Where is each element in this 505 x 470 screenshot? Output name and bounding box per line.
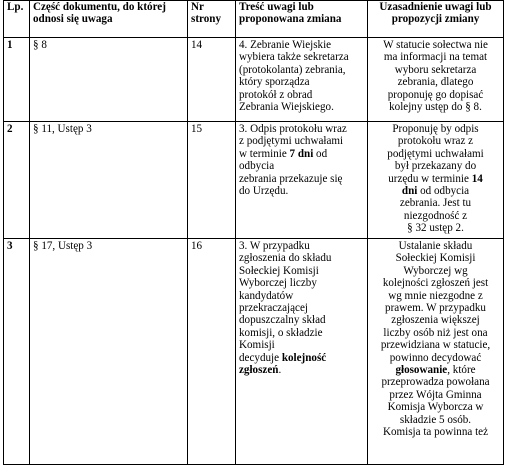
row-number: 1 <box>4 38 30 122</box>
header-page: Nr strony <box>188 1 236 38</box>
text-line: przekraczającej <box>239 302 308 315</box>
text-line: zgłoszenia większej <box>391 314 480 327</box>
text-line <box>239 364 364 376</box>
justification <box>368 38 504 122</box>
text-line: proponuję go dopisać <box>387 88 484 101</box>
text-line: Sołeckiej Komisji <box>239 264 319 277</box>
text-fragment: od odbycia <box>417 185 470 198</box>
header-lp: Lp. <box>4 1 30 38</box>
document-part: § 11, Ustęp 3 <box>30 122 188 239</box>
text-line: przez Wójta Gminna <box>389 388 482 401</box>
text-line: zebrania. Jest tu <box>399 197 472 210</box>
text-fragment: urzędu w terminie <box>388 172 472 185</box>
text-line: zgłoszenia do składu <box>239 252 332 265</box>
text-line: z podjętymi uchwałami <box>239 135 344 148</box>
proposed-change <box>236 122 368 239</box>
bold-fragment: kolejność <box>281 351 327 364</box>
table-row <box>4 122 504 239</box>
text-line: W statucie sołectwa nie <box>383 39 488 51</box>
text-line: zebrania, dlatego <box>397 76 474 89</box>
text-line: Wyborczej wg <box>403 264 468 277</box>
text-line: Ustalanie składu <box>398 240 473 252</box>
text-line: Proponuję by odpis <box>392 123 479 135</box>
text-line: do Urzędu. <box>239 185 289 198</box>
text-line: podjętymi uchwałami <box>387 147 484 160</box>
row-number: 2 <box>4 122 30 239</box>
text-line: przeprowadza powołana <box>381 376 490 389</box>
bold-fragment: 14 <box>471 172 483 185</box>
text-line: odbycia <box>239 160 275 173</box>
text-line: 3. Odpis protokołu wraz <box>239 123 347 135</box>
text-line <box>239 148 364 160</box>
header-part: Część dokumentu, do której odnosi się uwaga <box>30 1 188 38</box>
text-line: wyboru sekretarza <box>394 63 477 76</box>
text-line: protokół z obrad <box>239 88 313 101</box>
bold-fragment: 7 dni <box>289 147 314 160</box>
text-line: Komisja ta powinna też <box>382 426 489 439</box>
bold-fragment: zgłoszeń <box>239 364 279 377</box>
text-line <box>374 185 497 197</box>
text-line <box>374 364 497 376</box>
text-line: ma informacji na temat <box>383 51 488 64</box>
text-line: liczby osób niż jest ona <box>383 326 488 339</box>
text-fragment: . <box>278 364 282 377</box>
text-line: (protokolanta) zebrania, <box>239 63 346 76</box>
document-part: § 17, Ustęp 3 <box>30 239 188 465</box>
text-line <box>374 173 497 185</box>
text-line: wg mnie niezgodne z <box>388 289 483 302</box>
table-row <box>4 239 504 465</box>
text-line: Komisja Wyborcza w <box>387 401 484 414</box>
text-fragment: decyduje <box>239 351 282 364</box>
row-number: 3 <box>4 239 30 465</box>
text-line: Komisji <box>239 339 275 352</box>
text-line: 4. Zebranie Wiejskie <box>239 39 332 51</box>
text-fragment: , które <box>447 364 476 377</box>
bold-fragment: głosowanie <box>395 364 448 377</box>
justification <box>368 239 504 465</box>
text-line: niezgodność z <box>403 209 468 222</box>
text-line: Wyborczej liczby <box>239 277 317 290</box>
text-line <box>239 352 364 364</box>
proposed-change <box>236 239 368 465</box>
text-line: kolejny ustęp do § 8. <box>389 101 482 114</box>
text-line: zebrania przekazuje się <box>239 172 343 185</box>
header-justification: Uzasadnienie uwagi lub propozycji zmiany <box>368 1 504 38</box>
text-fragment: w terminie <box>239 147 290 160</box>
text-line: powinno decydować <box>389 351 482 364</box>
proposed-change <box>236 38 368 122</box>
text-line: składzie 5 osób. <box>399 413 472 426</box>
header-row <box>4 1 504 38</box>
comments-table <box>3 0 504 465</box>
header-text: Treść uwagi lub proponowana zmiana <box>236 1 368 38</box>
text-line: 3. W przypadku <box>239 240 310 252</box>
text-line: Sołeckiej Komisji <box>395 252 476 265</box>
table-row <box>4 38 504 122</box>
justification <box>368 122 504 239</box>
text-line: był przekazany do <box>394 160 477 173</box>
page-number: 15 <box>188 122 236 239</box>
document-part: § 8 <box>30 38 188 122</box>
text-line: kolejności zgłoszeń jest <box>382 277 489 290</box>
text-line: protokołu wraz z <box>397 135 474 148</box>
text-line: przewidziana w statucie, <box>380 339 491 352</box>
text-line: Zebrania Wiejskiego. <box>239 101 334 114</box>
bold-fragment: dni <box>401 185 418 198</box>
page-number: 14 <box>188 38 236 122</box>
text-line: kandydatów <box>239 289 294 302</box>
text-line: § 32 ustęp 2. <box>407 222 464 235</box>
text-fragment: od <box>313 147 328 160</box>
text-line: dopuszczalny skład <box>239 314 326 327</box>
text-line: komisji, o składzie <box>239 326 323 339</box>
text-line: który sporządza <box>239 76 310 89</box>
text-line: prawem. W przypadku <box>385 302 486 315</box>
text-line: wybiera także sekretarza <box>239 51 349 64</box>
page-number: 16 <box>188 239 236 465</box>
